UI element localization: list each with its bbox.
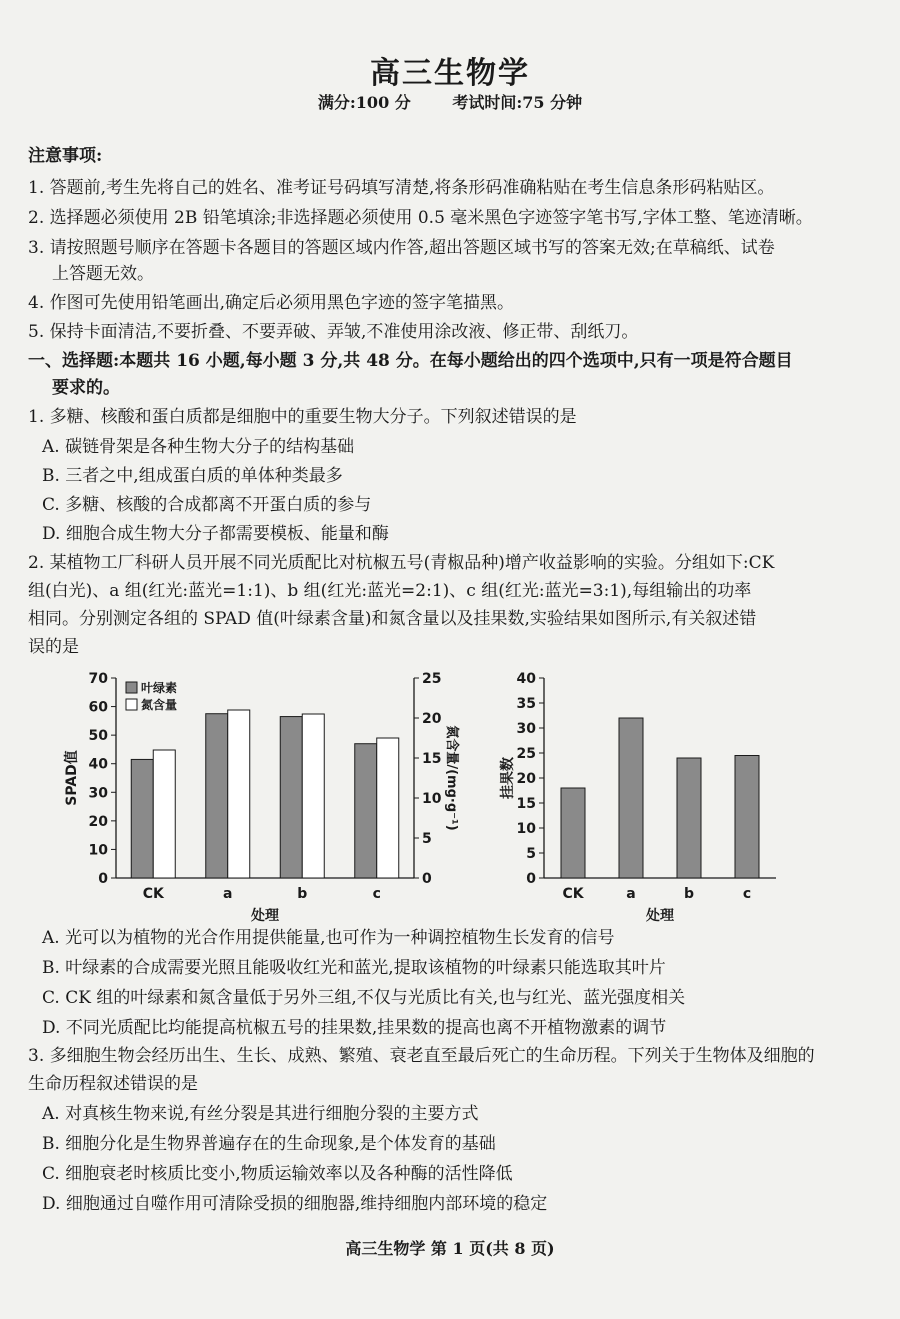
y-axis-label-left: SPAD值 [64,750,80,806]
y-tick-label: 0 [526,871,536,887]
note-item: 上答题无效。 [52,264,154,284]
bar-nitrogen [302,714,324,878]
section-heading: 一、选择题:本题共 16 小题,每小题 3 分,共 48 分。在每小题给出的四个选项中,只有一项是符合题目 [28,351,793,371]
x-tick-label: c [742,886,752,902]
page-footer: 高三生物学 第 1 页(共 8 页) [345,1239,555,1258]
x-tick-label: CK [142,886,164,902]
q1-option-c: C. 多糖、核酸的合成都离不开蛋白质的参与 [42,495,372,515]
y-tick-label: 35 [516,696,536,712]
x-tick-label: b [683,886,695,902]
bar-fruit-count [677,758,701,878]
y-axis-label-right: 氮含量/(mg·g⁻¹) [444,725,459,831]
y-tick-label-left: 20 [88,813,108,830]
y-tick-label: 40 [516,671,536,687]
x-tick-label: CK [562,886,584,902]
y-tick-label-left: 40 [88,756,108,773]
q2-stem: 相同。分别测定各组的 SPAD 值(叶绿素含量)和氮含量以及挂果数,实验结果如图所示,有关叙述错 [28,609,757,629]
exam-time: 考试时间:75 分钟 [452,93,583,112]
bar-fruit-count [735,756,759,879]
bar-chlorophyll [206,714,228,878]
q2-option-d: D. 不同光质配比均能提高杭椒五号的挂果数,挂果数的提高也离不开植物激素的调节 [42,1018,667,1038]
section-heading-cont: 要求的。 [52,378,120,398]
legend-swatch-nitrogen [126,699,137,710]
y-tick-label-left: 0 [98,871,108,887]
q3-stem: 生命历程叙述错误的是 [28,1074,198,1094]
q3-option-c: C. 细胞衰老时核质比变小,物质运输效率以及各种酶的活性降低 [42,1164,513,1184]
q2-option-a: A. 光可以为植物的光合作用提供能量,也可作为一种调控植物生长发育的信号 [42,928,615,948]
q1-option-d: D. 细胞合成生物大分子都需要模板、能量和酶 [42,524,389,544]
y-tick-label: 15 [516,796,536,812]
note-item: 1. 答题前,考生先将自己的姓名、准考证号码填写清楚,将条形码准确粘贴在考生信息条形码粘贴区。 [28,178,775,198]
x-axis-label: 处理 [251,908,279,924]
y-tick-label: 10 [516,821,536,837]
bar-chlorophyll [131,759,153,878]
x-tick-label: a [626,886,636,902]
bar-nitrogen [153,750,175,878]
q3-option-d: D. 细胞通过自噬作用可清除受损的细胞器,维持细胞内部环境的稳定 [42,1194,548,1214]
y-tick-label-right: 20 [422,711,442,727]
note-item: 4. 作图可先使用铅笔画出,确定后必须用黑色字迹的签字笔描黑。 [28,293,515,313]
y-tick-label-left: 10 [88,842,108,859]
x-tick-label: a [223,886,233,902]
y-tick-label: 30 [516,721,536,737]
x-tick-label: c [372,886,381,902]
x-axis-label: 处理 [646,908,674,924]
y-tick-label: 5 [526,846,536,862]
y-tick-label-left: 50 [88,728,108,745]
q2-stem: 组(白光)、a 组(红光:蓝光=1:1)、b 组(红光:蓝光=2:1)、c 组(红光:蓝光=3:1),每组输出的功率 [28,581,752,601]
legend-swatch-chlorophyll [126,682,137,693]
q1-stem: 1. 多糖、核酸和蛋白质都是细胞中的重要生物大分子。下列叙述错误的是 [28,407,577,427]
spad-nitrogen-chart [60,668,459,924]
q1-option-b: B. 三者之中,组成蛋白质的单体种类最多 [42,466,343,486]
x-tick-label: b [297,886,308,902]
q2-stem: 2. 某植物工厂科研人员开展不同光质配比对杭椒五号(青椒品种)增产收益影响的实验。分组如下:CK [28,553,775,573]
y-tick-label-left: 60 [88,699,108,716]
q2-stem: 误的是 [28,637,79,657]
note-item: 3. 请按照题号顺序在答题卡各题目的答题区域内作答,超出答题区域书写的答案无效;在草稿纸、试卷 [28,238,775,258]
bar-fruit-count [561,788,585,878]
y-tick-label-right: 5 [422,831,432,847]
bar-fruit-count [619,718,643,878]
y-tick-label-left: 70 [88,671,108,687]
q1-option-a: A. 碳链骨架是各种生物大分子的结构基础 [42,437,355,457]
y-tick-label-right: 0 [422,871,432,887]
full-score: 满分:100 分 [317,93,411,112]
y-tick-label-right: 10 [422,791,442,807]
y-tick-label: 20 [516,771,536,787]
q3-option-b: B. 细胞分化是生物界普遍存在的生命现象,是个体发育的基础 [42,1134,496,1154]
bar-chlorophyll [280,717,302,878]
y-tick-label-left: 30 [88,785,108,802]
note-item: 2. 选择题必须使用 2B 铅笔填涂;非选择题必须使用 0.5 毫米黑色字迹签字笔书写,字体工整、笔迹清晰。 [28,208,813,228]
fruit-count-chart [490,668,790,923]
q3-option-a: A. 对真核生物来说,有丝分裂是其进行细胞分裂的主要方式 [42,1104,479,1124]
q2-option-c: C. CK 组的叶绿素和氮含量低于另外三组,不仅与光质比有关,也与红光、蓝光强度相关 [42,988,686,1008]
bar-chlorophyll [355,744,377,878]
legend-label-nitrogen: 氮含量 [141,698,178,712]
y-tick-label-right: 25 [422,671,442,687]
exam-meta [0,90,900,113]
legend-label-chlorophyll: 叶绿素 [141,681,178,695]
bar-nitrogen [377,738,399,878]
q3-stem: 3. 多细胞生物会经历出生、生长、成熟、繁殖、衰老直至最后死亡的生命历程。下列关于生物体及细胞的 [28,1046,815,1066]
q2-option-b: B. 叶绿素的合成需要光照且能吸收红光和蓝光,提取该植物的叶绿素只能选取其叶片 [42,958,666,978]
bar-nitrogen [228,710,250,878]
y-tick-label-right: 15 [422,751,442,767]
note-item: 5. 保持卡面清洁,不要折叠、不要弄破、弄皱,不准使用涂改液、修正带、刮纸刀。 [28,322,639,342]
y-axis-label: 挂果数 [500,757,516,799]
page-title: 高三生物学 [370,56,530,91]
notes-heading: 注意事项: [28,146,103,166]
y-tick-label: 25 [516,746,536,762]
